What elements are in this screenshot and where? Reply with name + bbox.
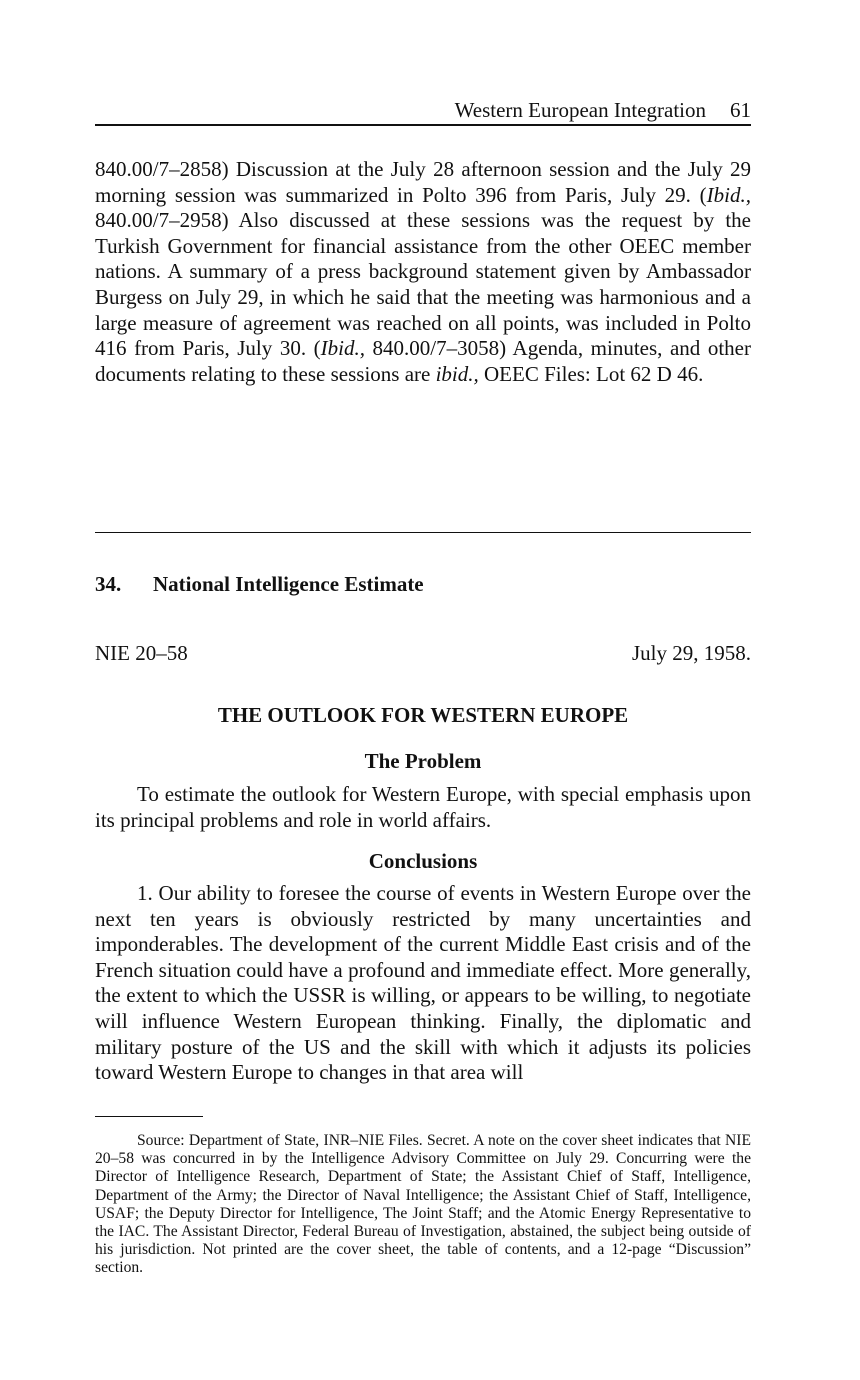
- problem-heading: The Problem: [364, 749, 482, 773]
- source-footnote: Source: Department of State, INR–NIE Files. Secret. A note on the cover sheet indicates that NIE 20–58 was concurred in by the Intelligence Advisory Committee on July 29. Concurring were the Director of Intelligence Research, Department of State; the Assistant Chief of Staff, Intelligence, Department of the Army; the Director of Naval Intelligence; the Assistant Chief of Staff, Intelligence, USAF; the Deputy Director for Intelligence, The Joint Staff; and the Atomic Energy Representative to the IAC. The Assistant Director, Federal Bureau of Investigation, abstained, the subject being outside of his jurisdiction. Not printed are the cover sheet, the table of contents, and a 12-page “Discussion” section.: [95, 1132, 751, 1277]
- ibid-citation-3: ibid.,: [435, 361, 479, 386]
- section-divider: [95, 532, 751, 533]
- document-date: July 29, 1958.: [631, 641, 751, 665]
- running-head-title: Western European Integration: [454, 98, 706, 122]
- estimate-title: THE OUTLOOK FOR WESTERN EUROPE: [217, 703, 629, 727]
- footnote-rule: [95, 1116, 203, 1117]
- continuation-text-3: 840.00/7–3058) Agenda, minutes, and other documents relating to these sessions are: [95, 336, 751, 386]
- conclusion-paragraph-1: 1. Our ability to foresee the course of events in Western Europe over the next ten years is obviously restricted by many uncertainties and imponderables. The development of the current Middle East crisis and of the French situation could have a profound and immediate effect. More generally, the extent to which the USSR is willing, or appears to be willing, to negotiate will influence Western European thinking. Finally, the diplomatic and military posture of the US and the skill with which it adjusts its policies toward Western Europe to changes in that area will: [95, 881, 751, 1085]
- page-number: 61: [730, 98, 751, 122]
- document-id: NIE 20–58: [95, 641, 188, 665]
- conclusions-heading: Conclusions: [368, 849, 478, 873]
- running-head: [95, 96, 751, 124]
- document-title: National Intelligence Estimate: [153, 572, 424, 596]
- continuation-text-1: 840.00/7–2858) Discussion at the July 28 afternoon session and the July 29 morning session was summarized in Polto 396 from Paris, July 29. (: [95, 157, 751, 207]
- continuation-text-2: 840.00/7–2958) Also discussed at these sessions was the request by the Turkish Government for financial assistance from the other OEEC member nations. A summary of a press background statement given by Ambassador Burgess on July 29, in which he said that the meeting was harmonious and a large measure of agreement was reached on all points, was included in Polto 416 from Paris, July 30. (: [95, 208, 751, 361]
- document-number: 34.: [95, 572, 122, 596]
- continuation-text-4: OEEC Files: Lot 62 D 46.: [478, 361, 704, 386]
- problem-paragraph: To estimate the outlook for Western Europe, with special emphasis upon its principal problems and role in world affairs.: [95, 782, 751, 832]
- document-meta: [95, 640, 751, 666]
- ibid-citation-1: Ibid.,: [706, 182, 751, 207]
- document-heading: [95, 570, 424, 598]
- ibid-citation-2: Ibid.,: [320, 336, 365, 361]
- header-rule: [95, 124, 751, 126]
- continuation-paragraph: [95, 157, 751, 387]
